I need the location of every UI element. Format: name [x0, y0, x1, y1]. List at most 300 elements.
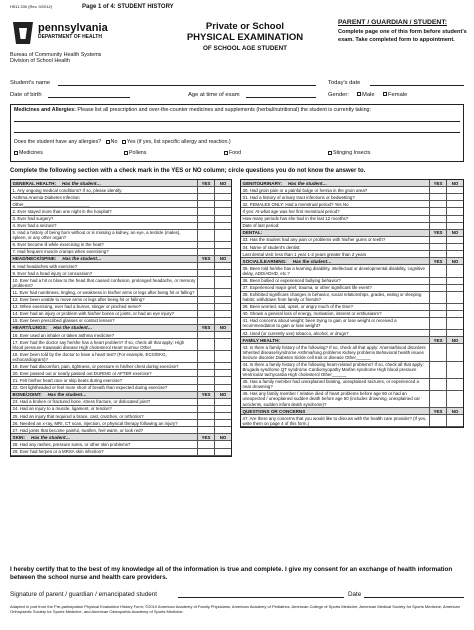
no-cell[interactable] — [446, 265, 463, 276]
question-text: 39. Been worried, sad, upset, or angry much of the time? — [242, 304, 354, 310]
question-row — [241, 391, 463, 408]
no-cell[interactable] — [446, 187, 463, 193]
no-cell[interactable] — [214, 332, 231, 338]
question-text: 15. Ever been prescribed glasses or contact lenses? — [12, 318, 115, 324]
no-cell[interactable] — [446, 379, 463, 390]
question-row — [241, 344, 463, 361]
pollens-checkbox[interactable] — [124, 151, 128, 155]
right-question-column — [240, 179, 464, 428]
no-cell[interactable] — [446, 344, 463, 360]
yes-cell[interactable] — [197, 351, 214, 362]
no-cell[interactable] — [214, 230, 231, 241]
no-column-header: NO — [214, 392, 231, 398]
question-text: 3. Ever had surgery? — [12, 216, 54, 222]
yes-cell[interactable] — [197, 427, 214, 433]
left-section-header — [11, 434, 231, 441]
yes-cell[interactable] — [197, 249, 214, 255]
yes-cell[interactable] — [197, 385, 214, 391]
page-label: Page 1 of 4: STUDENT HISTORY — [82, 4, 174, 10]
question-row — [11, 201, 231, 208]
no-cell[interactable] — [214, 187, 231, 193]
yes-cell[interactable] — [197, 277, 214, 288]
question-row — [11, 208, 231, 215]
section-title: GENITOURINARY: Has the student… — [242, 180, 328, 186]
question-row — [11, 385, 231, 392]
question-row — [11, 413, 231, 420]
question-row — [241, 223, 463, 230]
no-cell[interactable] — [446, 304, 463, 310]
question-row — [241, 285, 463, 292]
question-text: 18. Ever been told by the doctor to have a heart test? (For example, ECG/EKG, echocardiogram)? — [12, 351, 167, 362]
yes-column-header: YES — [197, 434, 214, 440]
question-text: 44. Is there a family history of the following heart-related problems? If so, check all that apply: Brugada syndrome QT syndrome Cardiomyopathy Marfan syndrome High blood pressure Ventricular tachycardia High cholesterol Other______ — [242, 362, 424, 378]
question-text: 36. Been bullied or experienced bullying behavior? — [242, 278, 341, 284]
insects-checkbox[interactable] — [328, 151, 332, 155]
question-text: 21. Felt his/her heart race or skip beats during exercise? — [12, 377, 123, 383]
no-cell[interactable] — [214, 427, 231, 433]
medicines-checkbox[interactable] — [14, 151, 18, 155]
bureau-block — [10, 52, 101, 64]
yes-cell[interactable] — [197, 441, 214, 447]
yes-cell[interactable] — [197, 230, 214, 241]
certification: I hereby certify that to the best of my knowledge all of the information is true and complete. I give my consent for an exchange of health information between the school nurse and health care providers. — [10, 566, 453, 581]
no-cell[interactable] — [446, 208, 463, 214]
left-section-header — [11, 256, 231, 263]
section-title: HEART/LUNGS: Has the student… — [12, 325, 93, 331]
question-text: 14. Ever had an injury or problem with his/her bones or joints, or had an eye injury? — [12, 311, 175, 317]
yes-cell[interactable] — [429, 278, 446, 284]
question-text: 31. Had a history of urinary tract infections or bedwetting? — [242, 194, 355, 200]
question-row — [241, 216, 463, 223]
question-row — [241, 265, 463, 277]
question-row — [11, 194, 231, 201]
no-column-header: NO — [446, 408, 463, 414]
instruction: Complete the following section with a check mark in the YES or NO column; circle questions you do not know the answer to. — [10, 168, 366, 174]
question-row — [241, 237, 463, 244]
question-row — [11, 304, 231, 311]
question-row — [11, 242, 231, 249]
question-row — [11, 311, 231, 318]
no-cell[interactable] — [214, 270, 231, 276]
no-cell[interactable] — [214, 399, 231, 405]
allergy-yes-label: Yes (if yes, list specific allergy and reaction.) — [126, 139, 231, 146]
title-line1: Private or School — [205, 21, 285, 32]
name-input[interactable] — [58, 85, 316, 86]
question-row — [11, 441, 231, 448]
allergy-no-checkbox[interactable] — [106, 140, 110, 144]
yes-cell[interactable] — [429, 194, 446, 200]
allergy-types: Medicines Pollens Food Stinging Insects — [14, 150, 460, 156]
yes-column-header: YES — [429, 337, 446, 343]
question-text: 8. Had headaches with exercise? — [12, 263, 78, 269]
no-cell[interactable] — [214, 242, 231, 248]
question-text: 13. When exercising, ever had a burner, stinger or pinched nerve? — [12, 304, 142, 310]
no-cell[interactable] — [214, 223, 231, 229]
right-section-header — [241, 180, 463, 187]
yes-cell[interactable] — [197, 377, 214, 383]
question-text: 17. Ever had the doctor say he/she has a heart problem? If so, check all that apply: High blood pressure Kawasaki disease High cholesterol Heart murmur Other______ — [12, 339, 185, 350]
question-text: 7. Had frequent muscle cramps when exercising? — [12, 249, 109, 255]
no-cell[interactable] — [446, 318, 463, 329]
form-code: H511.330 (Rev. 9/2012) — [10, 4, 53, 9]
question-text: 9. Ever had a head injury or concussion? — [12, 270, 93, 276]
yes-cell[interactable] — [429, 379, 446, 390]
question-row — [241, 362, 463, 379]
question-row — [11, 420, 231, 427]
question-text: 38. Exhibited significant changes in behavior, social relationships, grades, eating or sleeping habits; withdrawn from family or friends? — [242, 292, 422, 303]
question-row — [11, 351, 231, 363]
question-text: 24. Had an injury to a muscle, ligament, or tendon? — [12, 406, 112, 412]
date-label: Today's date — [328, 80, 361, 86]
right-section-header — [241, 408, 463, 415]
meds-label: Medicines and Allergies: — [14, 107, 76, 113]
yes-cell[interactable] — [197, 194, 214, 200]
no-cell[interactable] — [446, 415, 463, 426]
yes-cell[interactable] — [197, 339, 214, 350]
yes-cell[interactable] — [197, 270, 214, 276]
section-title: DENTAL: — [242, 230, 263, 236]
sig-date-input[interactable] — [364, 597, 464, 598]
no-column-header: NO — [446, 258, 463, 264]
question-row — [241, 304, 463, 311]
yes-cell[interactable] — [429, 187, 446, 193]
no-cell[interactable] — [446, 311, 463, 317]
question-text: How many periods has she had in the last 12 months? — [242, 216, 349, 222]
no-cell[interactable] — [214, 406, 231, 412]
no-cell[interactable] — [214, 216, 231, 222]
question-text: 28. Had any rashes, pressure sores, or other skin problems? — [12, 441, 131, 447]
no-cell[interactable] — [446, 251, 463, 257]
yes-cell[interactable] — [429, 201, 446, 207]
female-checkbox[interactable] — [383, 92, 387, 96]
question-text: 30. Had groin pain or a painful bulge or hernia in the groin area? — [242, 187, 368, 193]
no-cell[interactable] — [446, 285, 463, 291]
yes-cell[interactable] — [429, 216, 446, 222]
no-cell[interactable] — [214, 449, 231, 455]
no-column-header: NO — [214, 180, 231, 186]
yes-cell[interactable] — [429, 304, 446, 310]
no-cell[interactable] — [214, 363, 231, 369]
yes-cell[interactable] — [197, 297, 214, 303]
question-row — [11, 249, 231, 256]
division-name: Division of School Health — [10, 58, 70, 65]
no-column-header: NO — [214, 256, 231, 262]
question-row — [11, 427, 231, 434]
dob-input[interactable] — [48, 97, 130, 98]
footer-note: Adapted in part from the Pre-participation Physical Evaluation History Form; ©2010 American Academy of Family Physicians, American Academy of Pediatrics, American College of Sports Medicine, American Medical Society for Sports Medicine, American Orthopaedic Society for Sports Medicine, and American Osteopathic Academy of Sports Medicine. — [10, 604, 460, 614]
no-cell[interactable] — [214, 304, 231, 310]
yes-cell[interactable] — [429, 244, 446, 250]
question-text: 46. Has any family member / relative died of heart problems before age 50 or had an unexpected / unexplained sudden death before age 50 (includes drowning, unexplained car accidents, sudden infant death syndrome)? — [242, 391, 420, 407]
no-cell[interactable] — [214, 201, 231, 207]
sig-date-label: Date — [348, 591, 362, 598]
meds-line-2[interactable] — [14, 124, 460, 133]
yes-cell[interactable] — [197, 413, 214, 419]
no-cell[interactable] — [214, 385, 231, 391]
question-text: 26. Needed an x-ray, MRI, CT scan, injection, or physical therapy following an injury? — [12, 420, 178, 426]
question-text: 33. Has the student had any pain or problems with his/her gums or teeth? — [242, 237, 386, 243]
question-row — [11, 399, 231, 406]
yes-cell[interactable] — [429, 265, 446, 276]
yes-cell[interactable] — [429, 362, 446, 378]
right-section-header — [241, 258, 463, 265]
no-cell[interactable] — [214, 413, 231, 419]
question-row — [241, 292, 463, 304]
question-text: 41. Had concerns about weight; been trying to gain or lose weight or received a recommendation to gain or lose weight? — [242, 318, 397, 329]
yes-cell[interactable] — [197, 187, 214, 193]
question-row — [241, 379, 463, 391]
female-option[interactable]: Female — [383, 92, 407, 99]
yes-cell[interactable] — [197, 223, 214, 229]
yes-cell[interactable] — [197, 420, 214, 426]
keystone-logo-icon — [10, 20, 36, 46]
yes-cell[interactable] — [429, 344, 446, 360]
yes-cell[interactable] — [197, 363, 214, 369]
parent-note — [338, 19, 468, 45]
note-text: Complete page one of this form before student's exam. Take completed form to appointment. — [338, 28, 467, 44]
yes-cell[interactable] — [429, 223, 446, 229]
question-row — [11, 449, 231, 456]
question-row — [11, 230, 231, 242]
section-title: GENERAL HEALTH: Has the student… — [12, 180, 102, 186]
question-row — [241, 194, 463, 201]
question-row — [11, 270, 231, 277]
yes-cell[interactable] — [197, 370, 214, 376]
age-input[interactable] — [246, 97, 316, 98]
no-cell[interactable] — [446, 194, 463, 200]
question-row — [11, 318, 231, 325]
question-row — [11, 332, 231, 339]
yes-cell[interactable] — [429, 285, 446, 291]
yes-cell[interactable] — [429, 318, 446, 329]
yes-cell[interactable] — [197, 311, 214, 317]
question-text: 37. Experienced major grief, trauma, or other significant life event? — [242, 285, 372, 291]
question-text: 34. Name of student's dentist: — [242, 244, 301, 250]
no-cell[interactable] — [214, 249, 231, 255]
student-fields — [10, 80, 464, 104]
question-text: 32. FEMALES ONLY: Had a menstrual period? Yes No — [242, 201, 349, 207]
meds-line-1[interactable] — [14, 113, 460, 122]
no-cell[interactable] — [446, 391, 463, 407]
note-heading: PARENT / GUARDIAN / STUDENT: — [338, 19, 448, 26]
yes-cell[interactable] — [197, 304, 214, 310]
question-row — [11, 289, 231, 296]
yes-cell[interactable] — [197, 399, 214, 405]
no-cell[interactable] — [214, 289, 231, 295]
question-text: 10. Ever had a hit or blow to the head that caused confusion, prolonged headache, or memory problems? — [12, 277, 196, 288]
question-text: 29. Ever had herpes or a MRSA skin infection? — [12, 449, 104, 455]
yes-cell[interactable] — [197, 332, 214, 338]
question-row — [11, 377, 231, 384]
question-text: 11. Ever had numbness, tingling, or weakness in his/her arms or legs after being hit or falling? — [12, 289, 195, 295]
section-title: HEAD/NECK/SPINE: Has the student… — [12, 256, 102, 262]
no-column-header: NO — [446, 230, 463, 236]
question-row — [241, 278, 463, 285]
question-text: 45. Has a family member had unexplained fainting, unexplained seizures, or experienced a near drowning? — [242, 379, 419, 390]
signature-input[interactable] — [178, 597, 344, 598]
question-text: 22. Get lightheaded or feel more short of breath than expected during exercise? — [12, 385, 168, 391]
question-row — [241, 201, 463, 208]
no-cell[interactable] — [446, 244, 463, 250]
question-text: If yes: At what age was her first menstrual period? — [242, 208, 340, 214]
left-section-header — [11, 325, 231, 332]
question-text: 5. Had a history of being born without or is missing a kidney, an eye, a testicle (males), spleen, or any other organ? — [12, 230, 181, 241]
question-row — [11, 339, 231, 351]
question-text: 40. Shown a general loss of energy, motivation, interest or enthusiasm? — [242, 311, 382, 317]
bureau-name: Bureau of Community Health Systems — [10, 52, 102, 58]
no-cell[interactable] — [214, 318, 231, 324]
medicines-allergies-box — [10, 104, 464, 162]
question-text: 23. Had a broken or fractured bone, stress fracture, or dislocated joint? — [12, 399, 151, 405]
no-cell[interactable] — [214, 370, 231, 376]
no-cell[interactable] — [446, 292, 463, 303]
section-title: SKIN: Has the student… — [12, 434, 71, 440]
question-row — [11, 277, 231, 289]
gender-label: Gender: — [328, 92, 349, 98]
meds-text: Please list all prescription and over-the-counter medicines and supplements (herbal/nutritional) the student is currently taking: — [77, 107, 371, 113]
question-row — [241, 251, 463, 258]
question-text: Date of last period: — [242, 223, 280, 229]
yes-column-header: YES — [429, 408, 446, 414]
title-line2: PHYSICAL EXAMINATION — [186, 31, 304, 43]
no-column-header: NO — [214, 325, 231, 331]
question-text: 4. Ever had a seizure? — [12, 223, 57, 229]
question-text: 25. Had an injury that required a brace, cast, crutches, or orthotics? — [12, 413, 144, 419]
yes-cell[interactable] — [429, 292, 446, 303]
no-cell[interactable] — [214, 420, 231, 426]
question-text: 27. Had joints that become painful, swollen, feel warm, or look red? — [12, 427, 144, 433]
question-text: 19. Ever had discomfort, pain, tightness, or pressure in his/her chest during exercise? — [12, 363, 179, 369]
no-cell[interactable] — [214, 297, 231, 303]
question-text: 12. Ever been unable to move arms or legs after being hit or falling? — [12, 297, 145, 302]
question-row — [11, 216, 231, 223]
signature-row — [10, 591, 464, 601]
yes-cell[interactable] — [197, 289, 214, 295]
agency-block — [38, 22, 108, 40]
yes-column-header: YES — [197, 325, 214, 331]
section-title: SOCIAL/LEARNING: Has the student… — [242, 258, 332, 264]
yes-cell[interactable] — [197, 201, 214, 207]
yes-cell[interactable] — [429, 415, 446, 426]
yes-column-header: YES — [429, 230, 446, 236]
left-section-header — [11, 180, 231, 187]
yes-cell[interactable] — [197, 216, 214, 222]
yes-column-header: YES — [197, 256, 214, 262]
left-section-header — [11, 392, 231, 399]
question-row — [241, 208, 463, 215]
name-label: Student's name — [10, 80, 51, 86]
food-checkbox[interactable] — [224, 151, 228, 155]
yes-cell[interactable] — [197, 318, 214, 324]
question-text: Other___________________________ — [12, 201, 90, 207]
yes-cell[interactable] — [429, 330, 446, 336]
question-row — [11, 263, 231, 270]
no-cell[interactable] — [446, 201, 463, 207]
left-question-column — [10, 179, 232, 457]
no-cell[interactable] — [214, 194, 231, 200]
allergy-no-label: No — [110, 139, 118, 146]
question-text: 2. Ever stayed more than one night in the hospital? — [12, 208, 112, 214]
question-text: Last dental visit: less than 1 year 1-2 years greater than 2 years — [242, 251, 367, 257]
no-cell[interactable] — [446, 223, 463, 229]
question-row — [241, 330, 463, 337]
question-text: 1. Any ongoing medical conditions? If so, please identify: — [12, 187, 123, 193]
section-title: QUESTIONS OR CONCERNS — [242, 408, 306, 414]
yes-cell[interactable] — [197, 242, 214, 248]
no-cell[interactable] — [446, 330, 463, 336]
no-cell[interactable] — [446, 237, 463, 243]
question-row — [241, 415, 463, 427]
yes-cell[interactable] — [429, 251, 446, 257]
yes-cell[interactable] — [197, 449, 214, 455]
question-text: 16. Ever used an inhaler or taken asthma medicine? — [12, 332, 115, 338]
no-cell[interactable] — [214, 208, 231, 214]
no-cell[interactable] — [214, 263, 231, 269]
yes-cell[interactable] — [429, 391, 446, 407]
question-text: 35. Been told he/she has a learning disability, intellectual or developmental disability, cognitive delay, ADD/ADHD, etc.? — [242, 265, 425, 276]
allergy-yes-checkbox[interactable] — [122, 140, 126, 144]
yes-column-header: YES — [429, 258, 446, 264]
no-column-header: NO — [214, 434, 231, 440]
right-section-header — [241, 230, 463, 237]
yes-column-header: YES — [429, 180, 446, 186]
yes-cell[interactable] — [429, 311, 446, 317]
question-row — [241, 244, 463, 251]
signature-label: Signature of parent / guardian / emancipated student — [10, 591, 158, 598]
no-cell[interactable] — [214, 277, 231, 288]
no-cell[interactable] — [214, 311, 231, 317]
question-row — [11, 223, 231, 230]
question-text: 42. Used (or currently use) tobacco, alcohol, or drugs? — [242, 330, 349, 336]
question-row — [241, 318, 463, 330]
yes-cell[interactable] — [197, 263, 214, 269]
no-cell[interactable] — [214, 351, 231, 362]
no-cell[interactable] — [446, 278, 463, 284]
question-row — [241, 187, 463, 194]
question-row — [11, 363, 231, 370]
yes-cell[interactable] — [429, 237, 446, 243]
section-title: BONE/JOINT: Has the student… — [12, 392, 87, 398]
title-line3: OF SCHOOL AGE STUDENT — [203, 44, 287, 52]
yes-column-header: YES — [197, 392, 214, 398]
date-input[interactable] — [370, 85, 464, 86]
no-cell[interactable] — [214, 377, 231, 383]
question-row — [11, 297, 231, 304]
no-cell[interactable] — [446, 216, 463, 222]
dob-label: Date of birth — [10, 92, 42, 98]
question-text: 20. Ever passed out or nearly passed out DURING or AFTER exercise? — [12, 370, 152, 376]
no-cell[interactable] — [446, 362, 463, 378]
male-checkbox[interactable] — [357, 92, 361, 96]
no-column-header: NO — [446, 337, 463, 343]
male-option[interactable]: Male — [357, 92, 375, 99]
yes-cell[interactable] — [197, 406, 214, 412]
yes-cell[interactable] — [429, 208, 446, 214]
question-row — [11, 406, 231, 413]
form-title — [165, 22, 325, 52]
agency-dept: DEPARTMENT OF HEALTH — [38, 33, 102, 40]
yes-cell[interactable] — [197, 208, 214, 214]
question-text: 6. Ever become ill while exercising in the heat? — [12, 242, 104, 248]
agency-name: pennsylvania — [38, 22, 108, 34]
yes-column-header: YES — [197, 180, 214, 186]
question-text: Asthma Anemia Diabetes Infection — [12, 194, 80, 200]
no-cell[interactable] — [214, 339, 231, 350]
age-label: Age at time of exam — [188, 92, 240, 98]
allergy-question: Does the student have any allergies? — [14, 139, 102, 146]
right-section-header — [241, 337, 463, 344]
no-cell[interactable] — [214, 441, 231, 447]
